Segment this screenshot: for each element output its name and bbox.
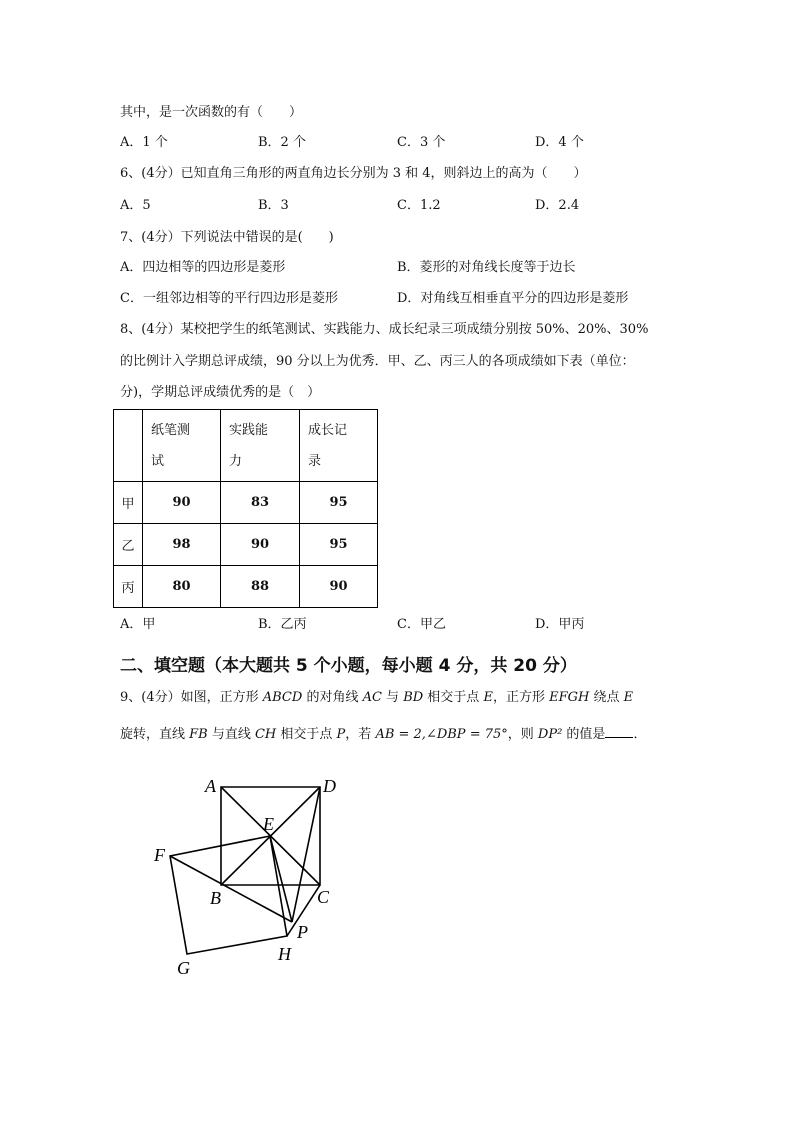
- q9-math: DP²: [537, 727, 563, 742]
- table-cell: 90: [221, 524, 300, 566]
- q9-math: EFGH: [549, 690, 590, 705]
- q5-option-b[interactable]: B．2 个: [258, 135, 306, 150]
- q5-stem: 其中，是一次函数的有（ ）: [120, 105, 303, 120]
- row-name: 甲: [114, 482, 143, 524]
- q8-option-d[interactable]: D．甲丙: [535, 617, 585, 632]
- label-c: C: [317, 887, 330, 907]
- q7-option-a[interactable]: A．四边相等的四边形是菱形: [120, 260, 286, 275]
- q9-text: 的对角线: [302, 690, 363, 705]
- row-name: 丙: [114, 566, 143, 608]
- q6-option-b[interactable]: B．3: [258, 198, 289, 213]
- header-growth-record-line2: 录: [308, 453, 322, 469]
- line-fbp: [170, 856, 292, 922]
- q8-stem-line-2: 的比例计入学期总评成绩，90 分以上为优秀．甲、乙、丙三人的各项成绩如下表（单位：: [120, 354, 635, 369]
- q8-stem-line-1: 8、(4分）某校把学生的纸笔测试、实践能力、成长纪录三项成绩分别按 50%、20%、30%: [120, 322, 649, 337]
- q9-text: 相交于点: [423, 690, 484, 705]
- q9-math: ABCD: [262, 690, 303, 705]
- q9-math: E: [483, 690, 493, 705]
- q5-option-a[interactable]: A．1 个: [120, 135, 168, 150]
- label-p: P: [297, 922, 308, 942]
- section-heading: 二、填空题（本大题共 5 个小题，每小题 4 分，共 20 分）: [120, 656, 577, 676]
- q9-text: 9、(4分）如图，正方形: [120, 690, 263, 705]
- q7-option-d[interactable]: D．对角线互相垂直平分的四边形是菱形: [397, 291, 629, 306]
- label-b: B: [210, 888, 221, 908]
- table-cell: 88: [221, 566, 300, 608]
- q8-option-c[interactable]: C．甲乙: [397, 617, 446, 632]
- q9-math: CH: [254, 727, 277, 742]
- q9-text: ，若: [345, 727, 376, 742]
- q9-text: ．: [633, 727, 647, 742]
- label-e: E: [263, 814, 274, 834]
- q9-text: 绕点: [589, 690, 624, 705]
- q9-text: 与直线: [207, 727, 255, 742]
- q9-math: E: [623, 690, 634, 705]
- q8-option-a[interactable]: A．甲: [120, 617, 156, 632]
- header-growth-record: [300, 410, 378, 482]
- q8-stem-line-3: 分)，学期总评成绩优秀的是（ ）: [120, 385, 321, 400]
- header-written-test-line2: 试: [151, 453, 165, 469]
- table-header-row: [114, 410, 378, 482]
- q9-text: ，正方形: [492, 690, 550, 705]
- q6-option-d[interactable]: D．2.4: [535, 198, 580, 213]
- table-cell: 80: [143, 566, 221, 608]
- q9-stem-line-1: [120, 689, 633, 707]
- q6-option-a[interactable]: A．5: [120, 198, 151, 213]
- header-written-test: [143, 410, 221, 482]
- q9-stem-line-2: [120, 725, 646, 744]
- q9-math: AB = 2,∠DBP = 75°: [375, 727, 508, 742]
- table-cell: 98: [143, 524, 221, 566]
- header-growth-record-line1: 成长记: [308, 422, 348, 438]
- q9-math: BD: [403, 690, 424, 705]
- q9-math: P: [336, 727, 346, 742]
- label-g: G: [177, 958, 190, 978]
- square-efgh: [170, 836, 287, 954]
- table-row: [114, 566, 378, 608]
- q9-text: 旋转，直线: [120, 727, 190, 742]
- header-practice-ability: [221, 410, 300, 482]
- table-row: [114, 524, 378, 566]
- table-row: [114, 482, 378, 524]
- header-written-test-line1: 纸笔测: [151, 422, 191, 438]
- q7-stem: 7、(4分）下列说法中错误的是( ): [120, 230, 334, 245]
- q9-text: 相交于点: [276, 727, 337, 742]
- line-ep: [270, 836, 292, 922]
- q9-text: 的值是: [562, 727, 606, 742]
- label-h: H: [278, 944, 291, 964]
- geometry-figure: [140, 770, 360, 990]
- label-d: D: [323, 776, 336, 796]
- answer-blank[interactable]: [605, 725, 633, 738]
- row-name: 乙: [114, 524, 143, 566]
- header-practice-ability-line1: 实践能: [229, 422, 269, 438]
- q7-option-b[interactable]: B．菱形的对角线长度等于边长: [397, 260, 576, 275]
- q9-text: ，则: [507, 727, 538, 742]
- table-cell: 90: [300, 566, 378, 608]
- table-cell: 83: [221, 482, 300, 524]
- table-cell: 90: [143, 482, 221, 524]
- q7-option-c[interactable]: C．一组邻边相等的平行四边形是菱形: [120, 291, 338, 306]
- q6-stem: 6、(4分）已知直角三角形的两直角边长分别为 3 和 4，则斜边上的高为（ ）: [120, 166, 587, 181]
- table-corner-cell: [114, 410, 143, 482]
- table-cell: 95: [300, 524, 378, 566]
- q6-option-c[interactable]: C．1.2: [397, 198, 441, 213]
- q8-option-b[interactable]: B．乙丙: [258, 617, 307, 632]
- q9-math: FB: [189, 727, 208, 742]
- line-dp: [292, 787, 320, 922]
- header-practice-ability-line2: 力: [229, 453, 243, 469]
- label-a: A: [205, 776, 216, 796]
- q5-option-d[interactable]: D．4 个: [535, 135, 584, 150]
- table-cell: 95: [300, 482, 378, 524]
- q5-option-c[interactable]: C．3 个: [397, 135, 446, 150]
- q9-math: AC: [362, 690, 382, 705]
- label-f: F: [154, 845, 165, 865]
- q9-text: 与: [381, 690, 404, 705]
- score-table: [113, 409, 378, 608]
